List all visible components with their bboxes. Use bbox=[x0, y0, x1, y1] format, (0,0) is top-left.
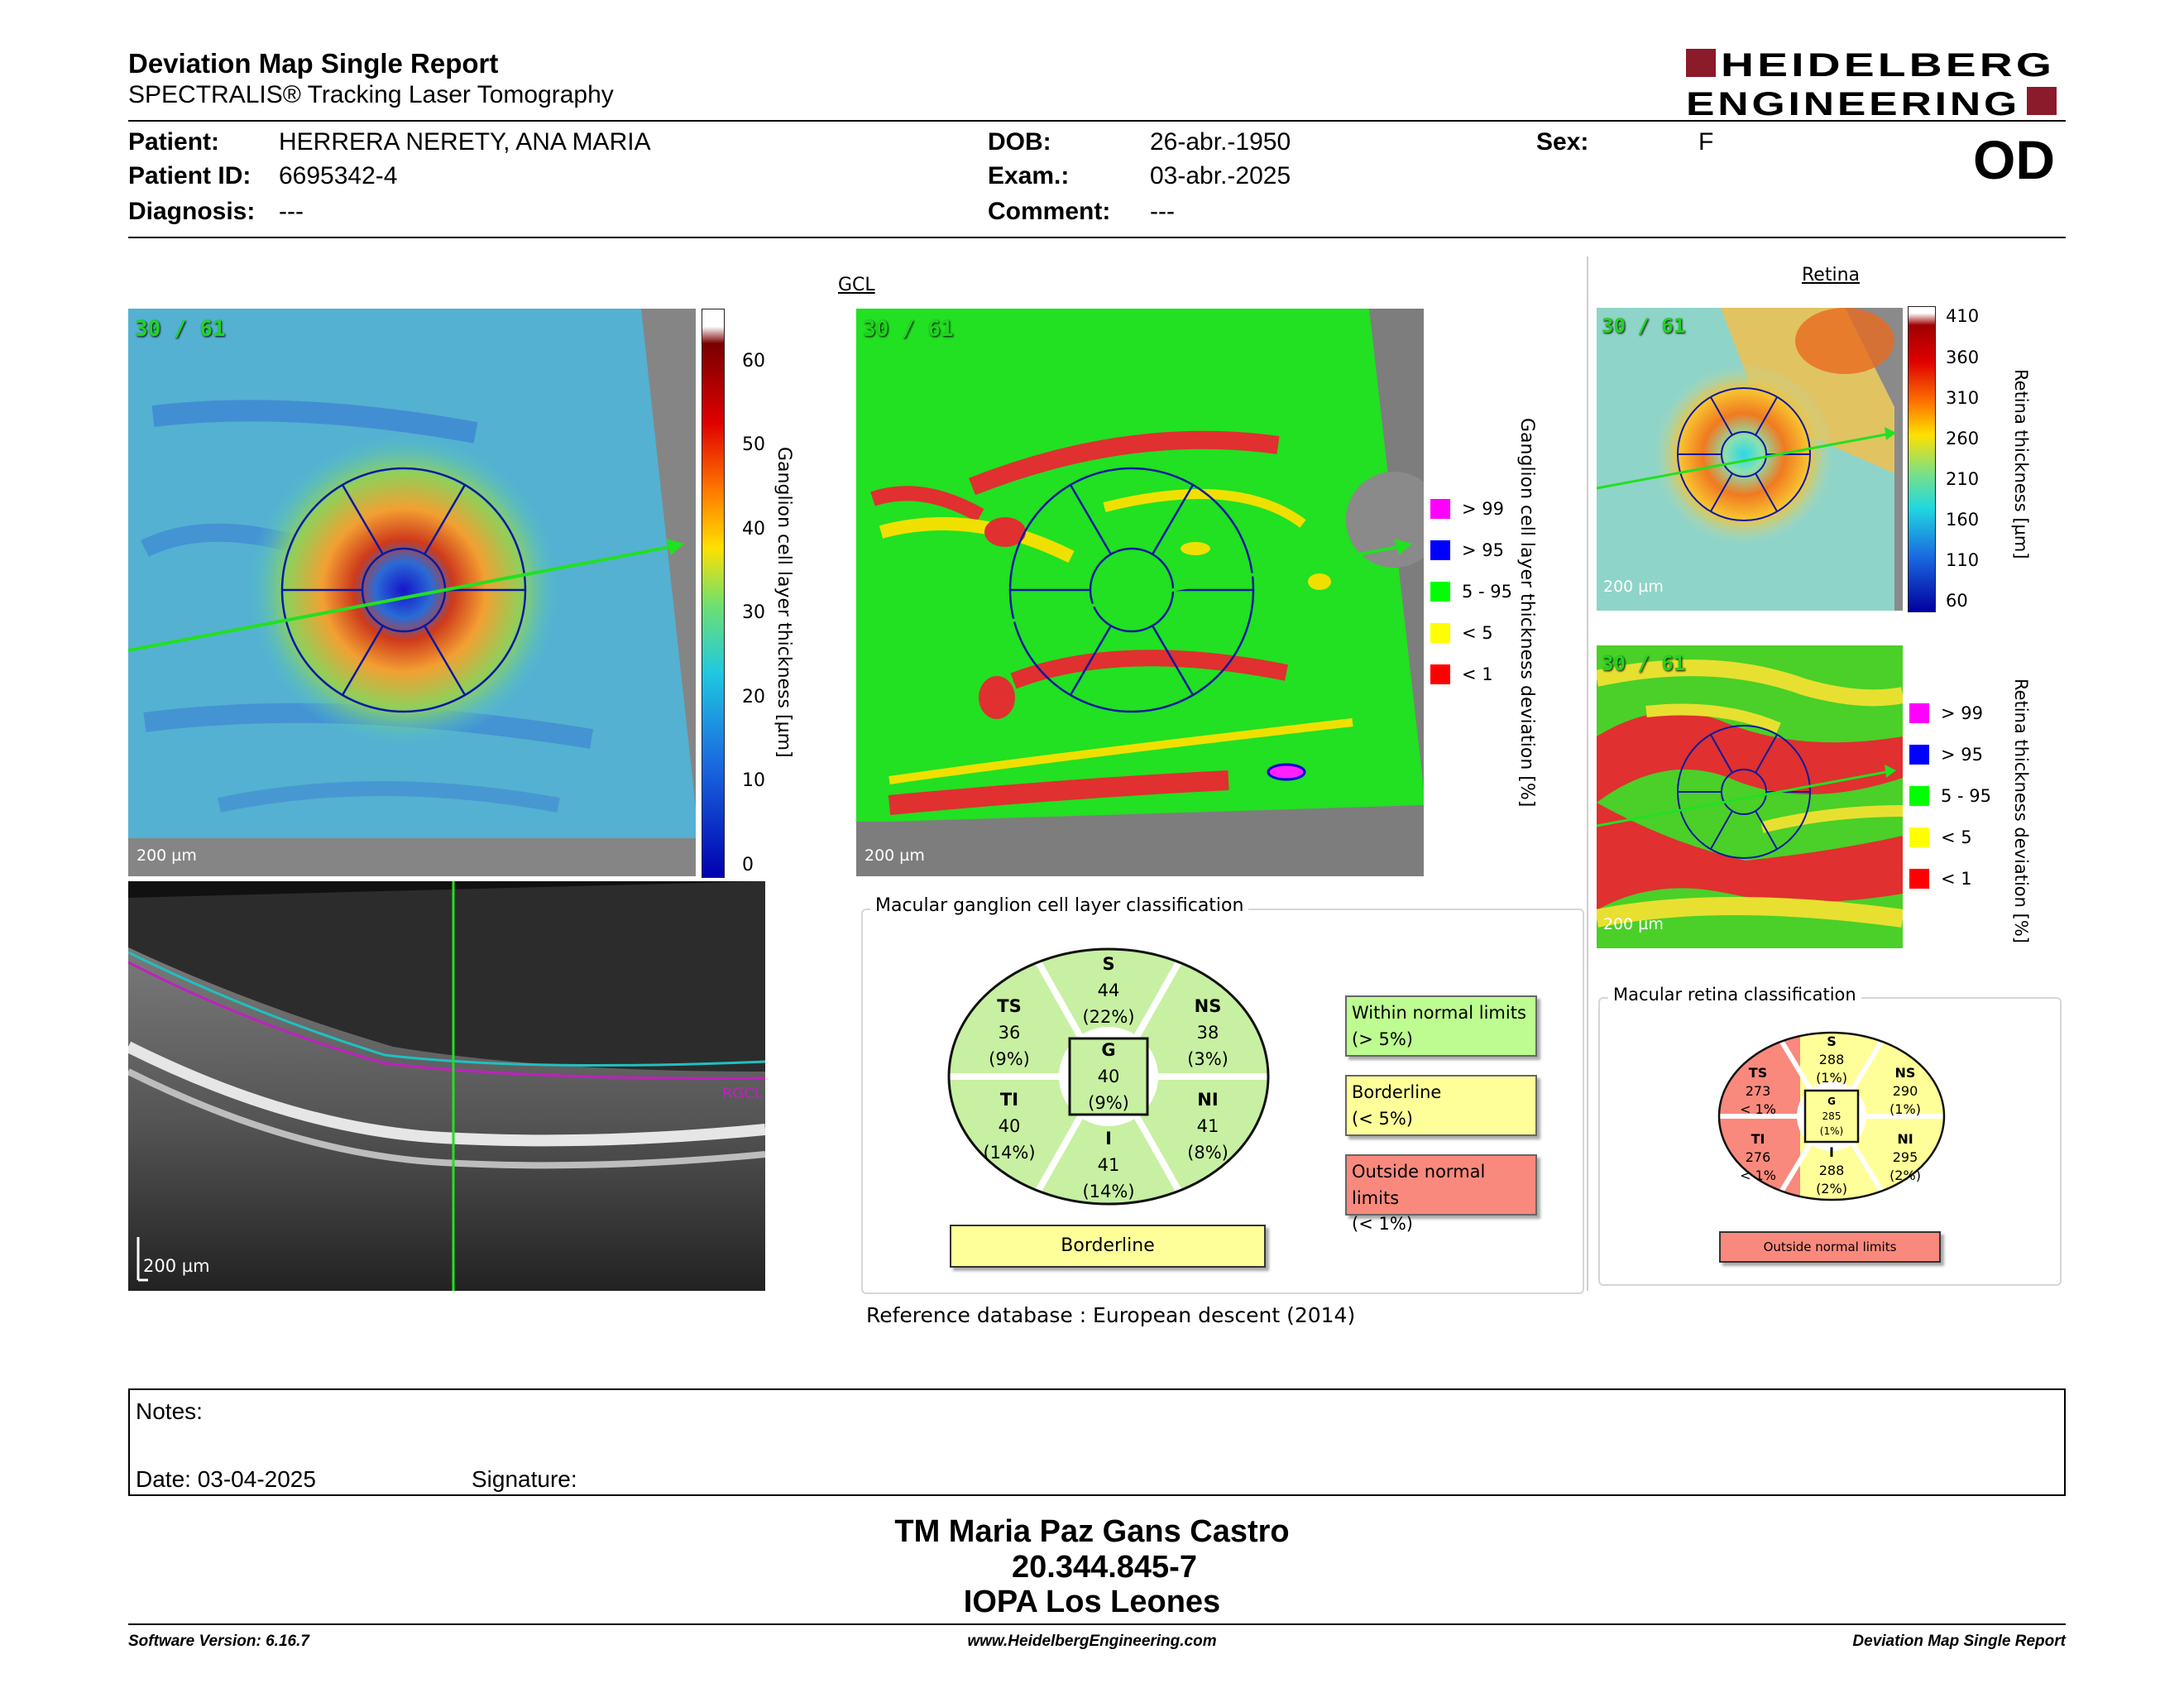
retina-sector-ni: NI 295 (2%) bbox=[1889, 1131, 1921, 1183]
retina-colorbar-tick-0: 410 bbox=[1946, 306, 1980, 327]
gcl-colorbar-tick-2: 40 bbox=[742, 518, 765, 539]
retina-legend-label: > 99 bbox=[1941, 703, 1983, 723]
svg-text:HEIDELBERG: HEIDELBERG bbox=[1721, 47, 2055, 84]
sex-label: Sex: bbox=[1536, 128, 1589, 156]
gcl-sector-ns: NS 38 (3%) bbox=[1187, 996, 1228, 1069]
gcl-deviation-axis-label: Ganglion cell layer thickness deviation [%] bbox=[1516, 418, 1537, 808]
signer-institution: IOPA Los Leones bbox=[963, 1585, 1221, 1619]
gcl-legend-item bbox=[1430, 582, 1512, 602]
gcl-sector-chart bbox=[947, 947, 1270, 1210]
comment-value: --- bbox=[1150, 198, 1175, 225]
retina-colorbar-tick-2: 310 bbox=[1946, 387, 1980, 408]
patient-name: HERRERA NERETY, ANA MARIA bbox=[279, 128, 651, 156]
gcl-deviation-frame-count: 30 / 61 bbox=[863, 317, 954, 342]
gcl-sector-g: G 40 (9%) bbox=[1088, 1040, 1129, 1113]
retina-legend-item bbox=[1909, 786, 1991, 806]
gcl-legend-label: 5 - 95 bbox=[1462, 582, 1513, 602]
gcl-legend-swatch bbox=[1430, 664, 1450, 684]
gcl-colorbar-tick-4: 20 bbox=[742, 686, 765, 707]
website-link[interactable]: www.HeidelbergEngineering.com bbox=[967, 1633, 1217, 1650]
patient-divider bbox=[128, 237, 2066, 238]
retina-legend-swatch bbox=[1909, 827, 1929, 847]
gcl-legend-label: > 99 bbox=[1462, 499, 1504, 519]
retina-legend-swatch bbox=[1909, 745, 1929, 765]
retina-thickness-axis-label: Retina thickness [µm] bbox=[2011, 369, 2031, 559]
gcl-legend-item bbox=[1430, 540, 1504, 560]
exam-date: 03-abr.-2025 bbox=[1150, 162, 1291, 189]
retina-legend-label: > 95 bbox=[1941, 745, 1983, 765]
gcl-sector-i: I 41 (14%) bbox=[1082, 1129, 1135, 1201]
patient-id: 6695342-4 bbox=[279, 162, 398, 189]
retina-colorbar-tick-1: 360 bbox=[1946, 347, 1980, 367]
exam-label: Exam.: bbox=[988, 162, 1070, 189]
retina-sector-ts: TS 273 < 1% bbox=[1740, 1065, 1776, 1117]
bscan-scale-label: 200 µm bbox=[143, 1256, 210, 1276]
section-divider bbox=[1587, 257, 1588, 1291]
retina-sector-ns: NS 290 (1%) bbox=[1889, 1065, 1921, 1117]
retina-classification-title: Macular retina classification bbox=[1608, 985, 1861, 1005]
gcl-legend-item bbox=[1430, 623, 1493, 643]
gcl-colorbar-tick-6: 0 bbox=[742, 854, 754, 875]
gcl-deviation-map bbox=[856, 309, 1424, 876]
gcl-thickness-colorbar bbox=[702, 309, 725, 878]
gcl-scale-label: 200 µm bbox=[136, 846, 197, 865]
gcl-legend-label: < 5 bbox=[1462, 623, 1493, 643]
gcl-overall-classification: Borderline bbox=[950, 1225, 1266, 1268]
eye-indicator: OD bbox=[1973, 129, 2055, 190]
bscan-layer-tag: RGCL bbox=[722, 1085, 764, 1102]
retina-deviation-frame-count: 30 / 61 bbox=[1602, 652, 1686, 675]
software-version: Software Version: 6.16.7 bbox=[128, 1633, 309, 1650]
gcl-legend-swatch bbox=[1430, 540, 1450, 560]
gcl-legend-label: > 95 bbox=[1462, 540, 1504, 560]
gcl-thickness-axis-label: Ganglion cell layer thickness [µm] bbox=[774, 447, 794, 758]
retina-overall-classification: Outside normal limits bbox=[1719, 1231, 1941, 1263]
retina-deviation-scale-label: 200 µm bbox=[1603, 915, 1664, 933]
retina-thickness-colorbar bbox=[1908, 306, 1936, 612]
gcl-legend-item bbox=[1430, 499, 1504, 519]
retina-scale-label: 200 µm bbox=[1603, 578, 1664, 596]
diagnosis-label: Diagnosis: bbox=[128, 198, 256, 225]
gcl-section-title: GCL bbox=[838, 275, 875, 295]
footer-divider bbox=[128, 1623, 2066, 1625]
gcl-frame-count: 30 / 61 bbox=[135, 317, 226, 342]
retina-thickness-map bbox=[1597, 308, 1903, 611]
retina-colorbar-tick-6: 110 bbox=[1946, 550, 1980, 571]
retina-legend-item bbox=[1909, 703, 1983, 723]
retina-deviation-axis-label: Retina thickness deviation [%] bbox=[2011, 679, 2031, 943]
retina-legend-swatch bbox=[1909, 869, 1929, 889]
gcl-deviation-scale-label: 200 µm bbox=[864, 846, 925, 865]
retina-legend-label: < 1 bbox=[1941, 869, 1972, 889]
retina-colorbar-tick-3: 260 bbox=[1946, 428, 1980, 448]
notes-date: Date: 03-04-2025 bbox=[136, 1466, 316, 1492]
dob-value: 26-abr.-1950 bbox=[1150, 128, 1291, 156]
signature-label: Signature: bbox=[472, 1466, 577, 1492]
retina-legend-swatch bbox=[1909, 703, 1929, 723]
gcl-legend-swatch bbox=[1430, 499, 1450, 519]
diagnosis-value: --- bbox=[279, 198, 304, 225]
gcl-legend-swatch bbox=[1430, 623, 1450, 643]
notes-box bbox=[128, 1388, 2066, 1496]
retina-legend-item bbox=[1909, 745, 1983, 765]
retina-sector-g: G 285 (1%) bbox=[1819, 1096, 1844, 1137]
retina-legend-item bbox=[1909, 869, 1972, 889]
retina-sector-chart bbox=[1717, 1031, 1946, 1206]
sex-value: F bbox=[1698, 128, 1714, 156]
signer-rut: 20.344.845-7 bbox=[1012, 1550, 1197, 1585]
gcl-colorbar-tick-1: 50 bbox=[742, 434, 765, 456]
report-subtitle: SPECTRALIS® Tracking Laser Tomography bbox=[128, 81, 614, 108]
gcl-legend-item bbox=[1430, 664, 1493, 684]
reference-database: Reference database : European descent (2014) bbox=[866, 1303, 1356, 1327]
gcl-classification-title: Macular ganglion cell layer classification bbox=[870, 895, 1248, 916]
retina-sector-s: S 288 (1%) bbox=[1816, 1033, 1847, 1086]
gcl-colorbar-tick-0: 60 bbox=[742, 350, 765, 372]
heidelberg-logo bbox=[1686, 46, 2058, 118]
signer-name: TM Maria Paz Gans Castro bbox=[894, 1514, 1290, 1549]
dob-label: DOB: bbox=[988, 128, 1051, 156]
gcl-thickness-map bbox=[128, 309, 696, 876]
key-borderline: Borderline (< 5%) bbox=[1345, 1075, 1537, 1136]
retina-sector-i: I 288 (2%) bbox=[1816, 1144, 1847, 1196]
retina-deviation-map bbox=[1597, 645, 1903, 948]
gcl-legend-label: < 1 bbox=[1462, 664, 1493, 684]
gcl-sector-ts: TS 36 (9%) bbox=[989, 996, 1030, 1069]
notes-label: Notes: bbox=[136, 1398, 203, 1424]
retina-legend-label: 5 - 95 bbox=[1941, 786, 1992, 806]
gcl-colorbar-tick-3: 30 bbox=[742, 602, 765, 624]
gcl-legend-swatch bbox=[1430, 582, 1450, 602]
retina-colorbar-tick-4: 210 bbox=[1946, 468, 1980, 489]
gcl-sector-ni: NI 41 (8%) bbox=[1187, 1090, 1228, 1163]
retina-legend-item bbox=[1909, 827, 1972, 847]
footer-report-name: Deviation Map Single Report bbox=[1852, 1633, 2066, 1650]
key-outside-normal: Outside normal limits (< 1%) bbox=[1345, 1154, 1537, 1216]
patient-id-label: Patient ID: bbox=[128, 162, 251, 189]
key-within-normal: Within normal limits (> 5%) bbox=[1345, 995, 1537, 1057]
svg-text:ENGINEERING: ENGINEERING bbox=[1686, 86, 2020, 118]
oct-bscan bbox=[128, 881, 765, 1291]
gcl-colorbar-tick-5: 10 bbox=[742, 770, 765, 792]
retina-frame-count: 30 / 61 bbox=[1602, 314, 1686, 338]
retina-legend-swatch bbox=[1909, 786, 1929, 806]
header-divider bbox=[128, 120, 2066, 122]
retina-sector-ti: TI 276 < 1% bbox=[1740, 1131, 1776, 1183]
comment-label: Comment: bbox=[988, 198, 1111, 225]
gcl-sector-ti: TI 40 (14%) bbox=[983, 1090, 1036, 1163]
retina-colorbar-tick-7: 60 bbox=[1946, 591, 1968, 611]
retina-section-title: Retina bbox=[1802, 265, 1860, 285]
report-title: Deviation Map Single Report bbox=[128, 48, 499, 79]
gcl-sector-s: S 44 (22%) bbox=[1082, 954, 1135, 1027]
retina-colorbar-tick-5: 160 bbox=[1946, 510, 1980, 530]
retina-legend-label: < 5 bbox=[1941, 827, 1972, 847]
patient-label: Patient: bbox=[128, 128, 220, 156]
